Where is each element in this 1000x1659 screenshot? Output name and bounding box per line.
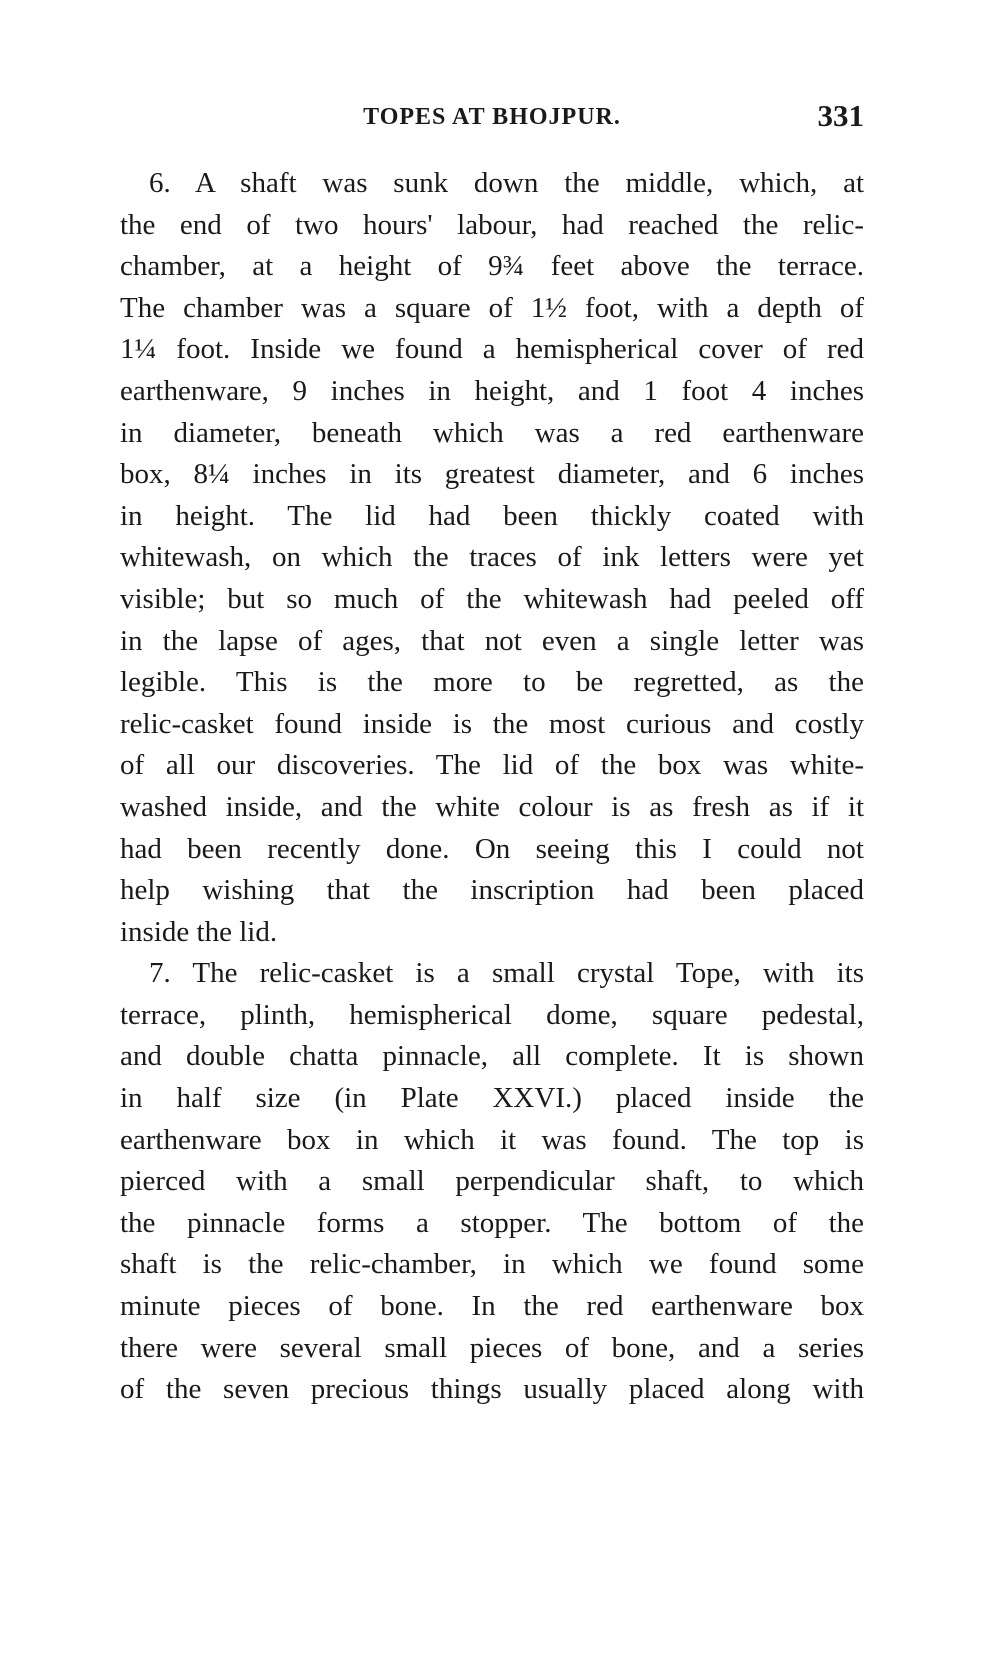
text-line: whitewash, on which the traces of ink letters were yet: [120, 541, 864, 574]
text-line: there were several small pieces of bone, and a series: [120, 1331, 864, 1364]
text-line: of all our discoveries. The lid of the box was white-: [120, 749, 864, 782]
text-line: minute pieces of bone. In the red earthenware box: [120, 1290, 864, 1323]
page-number: 331: [817, 98, 864, 133]
text-line: help wishing that the inscription had been placed: [120, 874, 864, 907]
text-line: the end of two hours' labour, had reached the relic-: [120, 208, 864, 241]
paragraph-6: [120, 163, 864, 953]
text-line: box, 8¼ inches in its greatest diameter, and 6 inches: [120, 458, 864, 491]
paragraph-7: [120, 953, 864, 1411]
text-line: chamber, at a height of 9¾ feet above the terrace.: [120, 250, 864, 283]
text-line: washed inside, and the white colour is as fresh as if it: [120, 790, 864, 823]
text-line: earthenware box in which it was found. The top is: [120, 1123, 864, 1156]
body-text: [120, 163, 864, 1411]
text-line: visible; but so much of the whitewash had peeled off: [120, 582, 864, 615]
text-line: relic-casket found inside is the most curious and costly: [120, 707, 864, 740]
text-line: the pinnacle forms a stopper. The bottom of the: [120, 1206, 864, 1239]
text-line: earthenware, 9 inches in height, and 1 foot 4 inches: [120, 374, 864, 407]
text-line: had been recently done. On seeing this I could not: [120, 832, 864, 865]
text-line: in half size (in Plate XXVI.) placed inside the: [120, 1082, 864, 1115]
text-line: shaft is the relic-chamber, in which we found some: [120, 1248, 864, 1281]
text-line: of the seven precious things usually placed along with: [120, 1373, 864, 1406]
text-line: in the lapse of ages, that not even a single letter was: [120, 624, 864, 657]
text-line: in diameter, beneath which was a red earthenware: [120, 416, 864, 449]
running-title: TOPES AT BHOJPUR.: [363, 104, 621, 130]
text-line: inside the lid.: [120, 915, 278, 948]
text-line: in height. The lid had been thickly coated with: [120, 499, 864, 532]
text-line: The chamber was a square of 1½ foot, with a depth of: [120, 291, 864, 324]
text-line: 6. A shaft was sunk down the middle, which, at: [149, 167, 864, 199]
text-line: 1¼ foot. Inside we found a hemispherical cover of red: [120, 333, 864, 366]
text-line: and double chatta pinnacle, all complete. It is shown: [120, 1040, 864, 1073]
text-line: pierced with a small perpendicular shaft, to which: [120, 1165, 864, 1198]
text-line: 7. The relic-casket is a small crystal Tope, with its: [149, 957, 864, 990]
running-head: [120, 98, 864, 138]
text-line: terrace, plinth, hemispherical dome, square pedestal,: [120, 998, 864, 1031]
text-line: legible. This is the more to be regretted, as the: [120, 666, 864, 699]
